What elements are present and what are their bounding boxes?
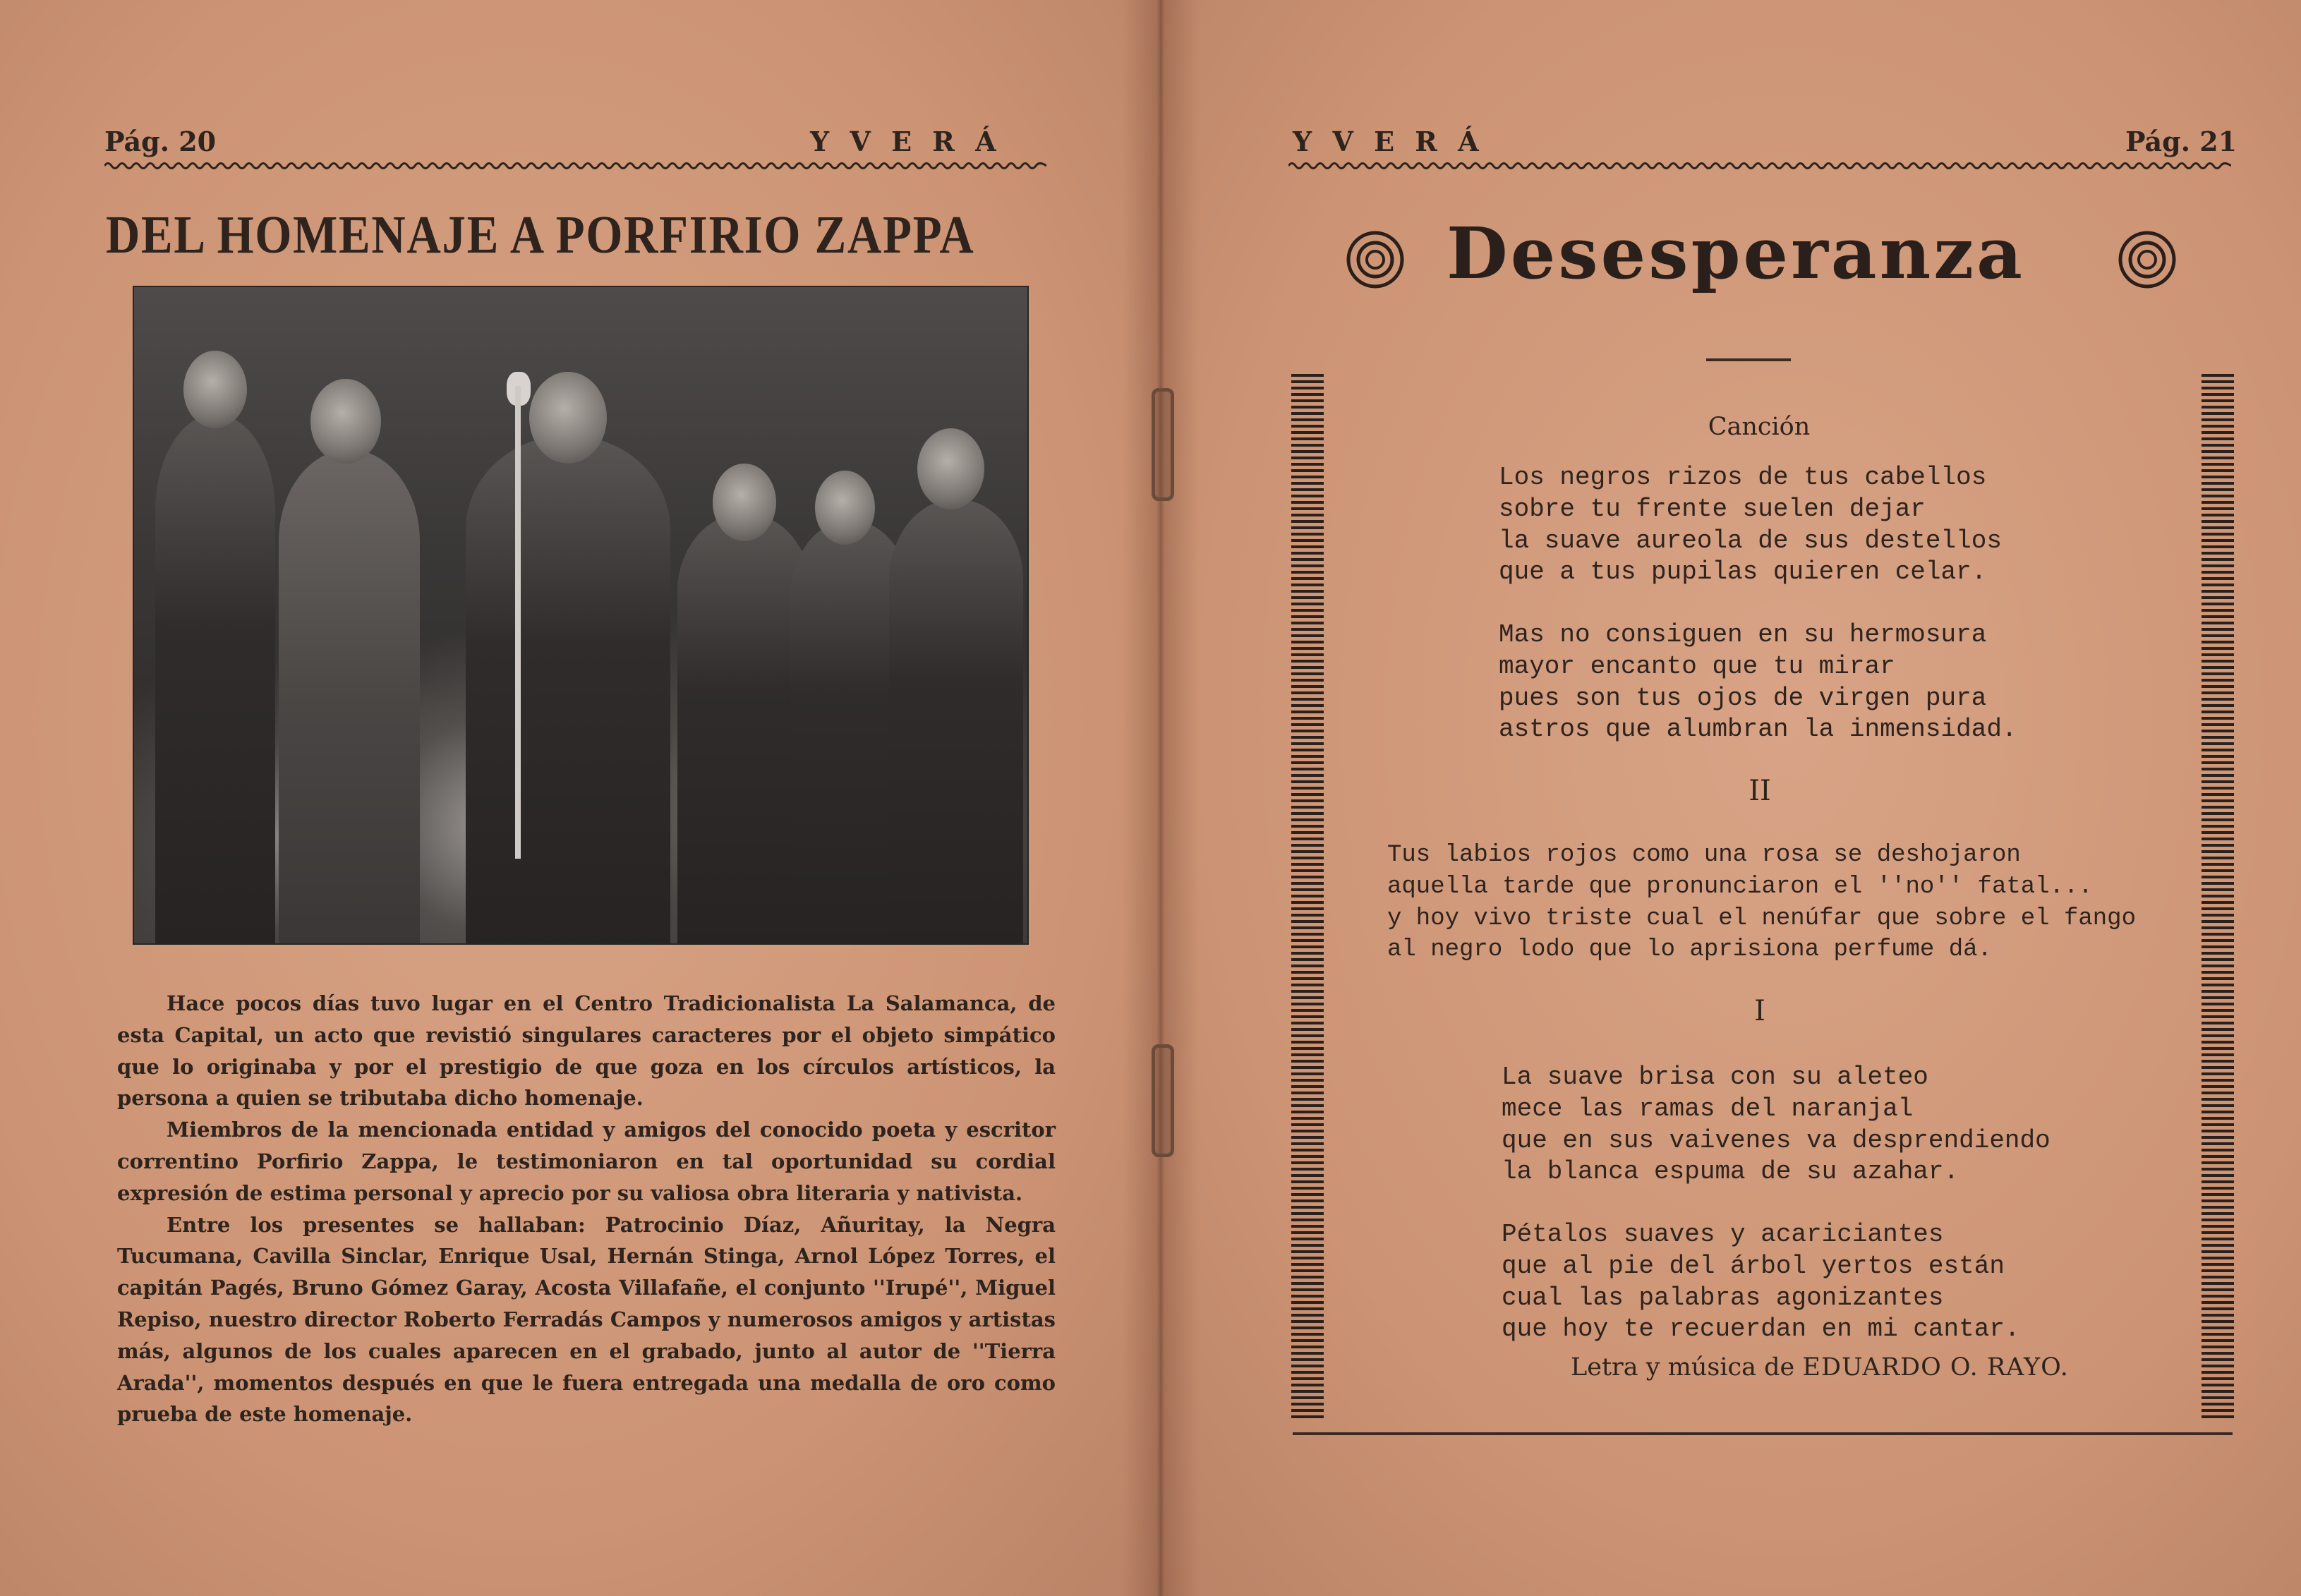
article-paragraph-2: Miembros de la mencionada entidad y amigos del conocido poeta y escritor correntino Porfirio Zappa, le testimoniaron en tal oportunidad su cordial expresión de estima personal y aprecio por su valiosa obra literaria y nativista.	[117, 1118, 1056, 1205]
book-gutter	[1122, 0, 1200, 1596]
poem-line: aquella tarde que pronunciaron el ''no'' fatal...	[1387, 873, 2093, 900]
title-ornament-right	[2117, 229, 2178, 290]
stanza-4	[1502, 1062, 2051, 1188]
stanza-2	[1499, 619, 2017, 746]
staple-bottom	[1152, 1044, 1174, 1157]
poem-line: Los negros rizos de tus cabellos	[1499, 463, 1987, 492]
poem-line: cual las palabras agonizantes	[1502, 1283, 1944, 1312]
staple-top	[1152, 388, 1174, 501]
poem-line: que al pie del árbol yertos están	[1502, 1251, 2005, 1281]
poem-line: La suave brisa con su aleteo	[1502, 1063, 1928, 1092]
poem-line: la blanca espuma de su azahar.	[1502, 1157, 1959, 1187]
poem-line: y hoy vivo triste cual el nenúfar que sobre el fango	[1387, 905, 2136, 932]
page-number: Pág. 21	[2125, 126, 2237, 157]
title-ornament-left	[1345, 229, 1406, 290]
stanza-3	[1387, 840, 2136, 966]
article-title: DEL HOMENAJE A PORFIRIO ZAPPA	[106, 205, 975, 265]
poem-line: al negro lodo que lo aprisiona perfume dá.	[1387, 936, 1992, 964]
left-hatched-border	[1291, 374, 1324, 1422]
article-paragraph-1: Hace pocos días tuvo lugar en el Centro Tradicionalista La Salamanca, de esta Capital, un acto que revistió singulares caracteres por el objeto simpático que lo originaba y por el prestigio de que goza en los círculos artísticos, la persona a quien se tributaba dicho homenaje.	[117, 991, 1056, 1111]
credit-author: EDUARDO O. RAYO.	[1802, 1353, 2069, 1382]
section-numeral-1: I	[1754, 995, 1765, 1027]
poem-line: mece las ramas del naranjal	[1502, 1094, 1914, 1123]
article-body	[117, 988, 1056, 1430]
magazine-title: Y V E R Á	[810, 126, 1002, 157]
magazine-title: Y V E R Á	[1293, 126, 1485, 157]
header-wavy-rule	[104, 161, 1046, 171]
poem-line: Pétalos suaves y acariciantes	[1502, 1220, 1944, 1249]
poem-credit	[1571, 1353, 2069, 1382]
poem-subtitle: Canción	[1708, 413, 1811, 441]
header-wavy-rule	[1288, 161, 2231, 171]
poem-line: que en sus vaivenes va desprendiendo	[1502, 1125, 2051, 1155]
right-hatched-border	[2202, 374, 2234, 1422]
poem-line: que a tus pupilas quieren celar.	[1499, 557, 1987, 587]
section-numeral-2: II	[1749, 775, 1771, 807]
page-number: Pág. 20	[104, 126, 217, 157]
credit-prefix: Letra y música de	[1571, 1353, 1795, 1382]
title-rule	[1706, 358, 1791, 361]
stanza-1	[1499, 462, 2002, 588]
poem-line: Tus labios rojos como una rosa se deshojaron	[1387, 842, 2021, 869]
poem-line: Mas no consiguen en su hermosura	[1499, 620, 1987, 649]
poem-line: la suave aureola de sus destellos	[1499, 526, 2002, 555]
article-paragraph-3: Entre los presentes se hallaban: Patrocinio Díaz, Añuritay, la Negra Tucumana, Cavilla Sinclar, Enrique Usal, Hernán Stinga, Arnol López Torres, el capitán Pagés, Bruno Gómez Garay, Acosta Villafañe, el conjunto ''Irupé'', Miguel Repiso, nuestro director Roberto Ferradás Campos y numerosos amigos y artistas más, algunos de los cuales aparecen en el grabado, junto al autor de ''Tierra Arada'', momentos después en que le fuera entregada una medalla de oro como prueba de este homenaje.	[117, 1212, 1056, 1427]
poem-line: sobre tu frente suelen dejar	[1499, 494, 1926, 524]
homage-photograph	[133, 286, 1029, 945]
poem-bottom-rule	[1293, 1432, 2233, 1435]
poem-line: pues son tus ojos de virgen pura	[1499, 683, 1987, 713]
poem-title: Desesperanza	[1447, 212, 2025, 295]
poem-line: astros que alumbran la inmensidad.	[1499, 715, 2017, 744]
stanza-5	[1502, 1219, 2020, 1346]
poem-line: mayor encanto que tu mirar	[1499, 651, 1895, 681]
poem-line: que hoy te recuerdan en mi cantar.	[1502, 1314, 2020, 1344]
